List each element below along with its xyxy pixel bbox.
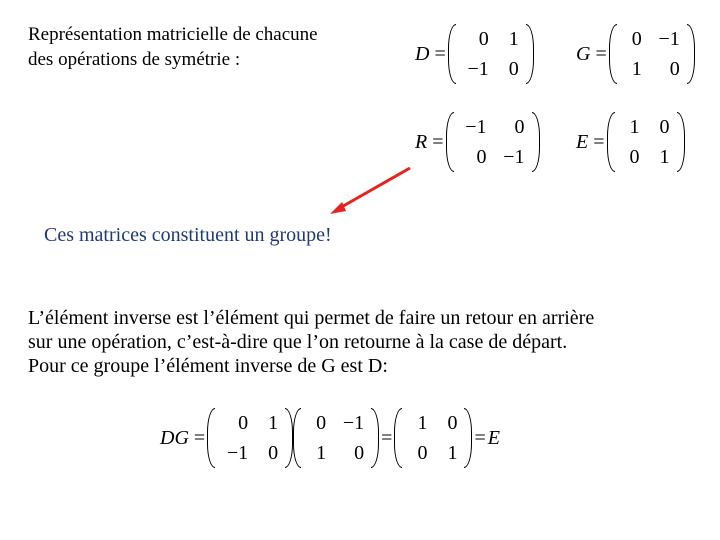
matrix-cell: 0 xyxy=(417,442,428,464)
matrix-cell: 0 xyxy=(508,58,519,80)
matrix-g xyxy=(609,24,695,84)
matrix-r xyxy=(446,112,540,172)
matrix-d-equation xyxy=(415,24,534,84)
product-equation xyxy=(160,408,503,468)
matrix-cell: 0 xyxy=(631,28,642,50)
matrix-cell: 1 xyxy=(508,28,519,50)
product-result: E xyxy=(487,426,500,449)
matrix-d xyxy=(448,24,534,84)
matrix-d-factor xyxy=(207,408,293,468)
equals-sign: = xyxy=(193,426,206,449)
matrix-cell: 1 xyxy=(659,146,670,168)
inverse-paragraph xyxy=(28,306,594,378)
matrix-cell: 0 xyxy=(447,412,458,434)
matrix-cell: 0 xyxy=(478,28,489,50)
equals-sign: = xyxy=(474,426,486,449)
equals-sign: = xyxy=(595,42,607,65)
matrix-r-label: R xyxy=(415,130,428,153)
matrix-cell: 0 xyxy=(514,116,525,138)
equals-sign: = xyxy=(381,426,393,449)
matrix-g-label: G xyxy=(576,42,591,65)
matrix-cell: 0 xyxy=(354,442,365,464)
matrix-r-equation xyxy=(415,112,540,172)
matrix-cell: 0 xyxy=(659,116,670,138)
equals-sign: = xyxy=(593,130,605,153)
matrix-cell: 1 xyxy=(447,442,458,464)
matrix-e xyxy=(607,112,685,172)
matrix-cell: 1 xyxy=(316,442,327,464)
paragraph-line-2: sur une opération, c’est-à-dire que l’on retourne à la case de départ. xyxy=(28,331,568,353)
matrix-cell: 1 xyxy=(629,116,640,138)
matrix-cell: −1 xyxy=(342,412,365,434)
intro-line-2: des opérations de symétrie : xyxy=(28,49,241,70)
matrix-cell: 1 xyxy=(417,412,428,434)
matrix-identity xyxy=(394,408,472,468)
paragraph-line-3: Pour ce groupe l’élément inverse de G est D: xyxy=(28,355,388,377)
matrix-cell: 0 xyxy=(476,146,487,168)
matrix-cell: −1 xyxy=(226,442,249,464)
matrix-d-label: D xyxy=(415,42,430,65)
intro-line-1: Représentation matricielle de chacune xyxy=(28,24,318,45)
matrix-cell: −1 xyxy=(467,58,489,80)
matrix-cell: −1 xyxy=(503,146,525,168)
equals-sign: = xyxy=(432,130,444,153)
matrix-g-equation xyxy=(576,24,695,84)
group-statement: Ces matrices constituent un groupe! xyxy=(44,224,332,246)
intro-text xyxy=(28,22,318,72)
matrix-cell: 0 xyxy=(629,146,640,168)
paragraph-line-1: L’élément inverse est l’élément qui permet de faire un retour en arrière xyxy=(28,307,595,329)
product-label: DG xyxy=(160,426,189,449)
matrix-e-equation xyxy=(576,112,685,172)
equals-sign: = xyxy=(434,42,446,65)
matrix-cell: 1 xyxy=(631,58,642,80)
matrix-cell: 0 xyxy=(268,442,279,464)
matrix-cell: −1 xyxy=(658,28,680,50)
matrix-e-label: E xyxy=(576,130,589,153)
matrix-cell: 0 xyxy=(669,58,680,80)
matrix-cell: 1 xyxy=(268,412,279,434)
matrix-g-factor xyxy=(293,408,379,468)
matrix-cell: 0 xyxy=(238,412,249,434)
matrix-cell: 0 xyxy=(316,412,327,434)
matrix-cell: −1 xyxy=(465,116,487,138)
